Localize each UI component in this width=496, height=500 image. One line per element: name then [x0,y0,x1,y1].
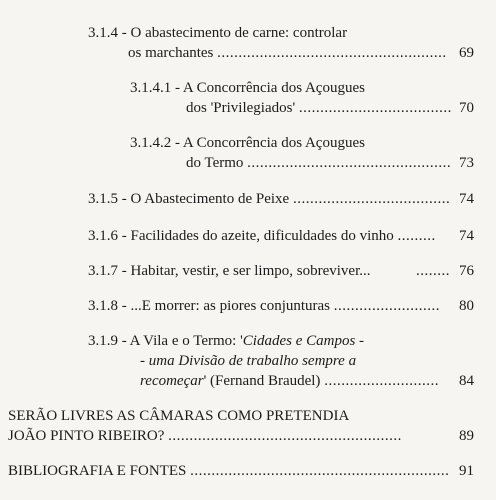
toc-entry-3-1-9-line3 [140,372,474,390]
page-number: 84 [459,373,474,389]
page-number: 76 [459,263,474,279]
toc-entry-3-1-4-line2 [128,44,474,62]
leader-dots: ........................... [324,373,439,389]
toc-entry-title: 3.1.9 - A Vila e o Termo: ' [88,333,243,349]
toc-entry-title: 3.1.4.1 - A Concorrência dos Açougues [130,80,365,96]
page-number: 73 [459,155,474,171]
page-number: 89 [459,428,474,444]
page-number: 80 [459,298,474,314]
toc-entry-title: 3.1.8 - ...E morrer: as piores conjunturas [88,298,331,314]
toc-entry-3-1-5 [88,190,474,208]
leader-dots: ......... [397,228,436,244]
page-number: 74 [459,228,474,244]
leader-dots: .................................... [298,100,452,116]
toc-entry-title: 3.1.4.2 - A Concorrência dos Açougues [130,135,365,151]
toc-entry-3-1-9-line2 [140,352,356,370]
toc-entry-title: dos 'Privilegiados' [186,100,296,116]
leader-dots: ......................... [333,298,441,314]
toc-entry-3-1-9-line1 [88,332,364,350]
toc-entry-3-1-4-1-line1 [130,79,365,97]
toc-entry-serao-line1 [8,407,349,425]
toc-entry-title: 3.1.6 - Facilidades do azeite, dificuldades do vinho [88,228,394,244]
toc-entry-bibliografia [8,462,474,480]
toc-entry-title: BIBLIOGRAFIA E FONTES [8,463,187,479]
toc-entry-title-italic: Cidades e Campos - [242,333,365,349]
leader-dots: ................................................ [247,155,452,171]
toc-entry-3-1-8 [88,297,474,315]
toc-entry-title: 3.1.5 - O Abastecimento de Peixe [88,191,290,207]
toc-entry-title: 3.1.4 - O abastecimento de carne: controlar [88,25,348,41]
leader-dots: ........ [416,263,450,279]
toc-entry-3-1-4-2-line1 [130,134,365,152]
toc-entry-3-1-7 [88,262,474,280]
toc-entry-3-1-4-1-line2 [186,99,474,117]
toc-entry-title: do Termo [186,155,244,171]
toc-entry-title-italic: recomeçar [140,373,204,389]
leader-dots: ............................................................. [190,463,450,479]
page-number: 91 [459,463,474,479]
toc-entry-title-italic: - uma Divisão de trabalho sempre a [140,353,357,369]
toc-entry-title: SERÃO LIVRES AS CÂMARAS COMO PRETENDIA [8,408,350,424]
toc-entry-serao-line2 [8,427,474,445]
leader-dots: ..................................... [292,191,451,207]
toc-entry-3-1-4-line1 [88,24,347,42]
toc-entry-title: ' (Fernand Braudel) [203,373,321,389]
page-number: 70 [459,100,474,116]
leader-dots: ....................................................... [168,428,402,444]
toc-entry-title: os marchantes [128,45,214,61]
page-number: 74 [459,191,474,207]
toc-entry-title: JOÃO PINTO RIBEIRO? [8,428,165,444]
page-number: 69 [459,45,474,61]
toc-entry-3-1-4-2-line2 [186,154,474,172]
toc-entry-title: 3.1.7 - Habitar, vestir, e ser limpo, sobreviver... [88,263,371,279]
toc-entry-3-1-6 [88,227,474,245]
leader-dots: ...................................................... [217,45,447,61]
